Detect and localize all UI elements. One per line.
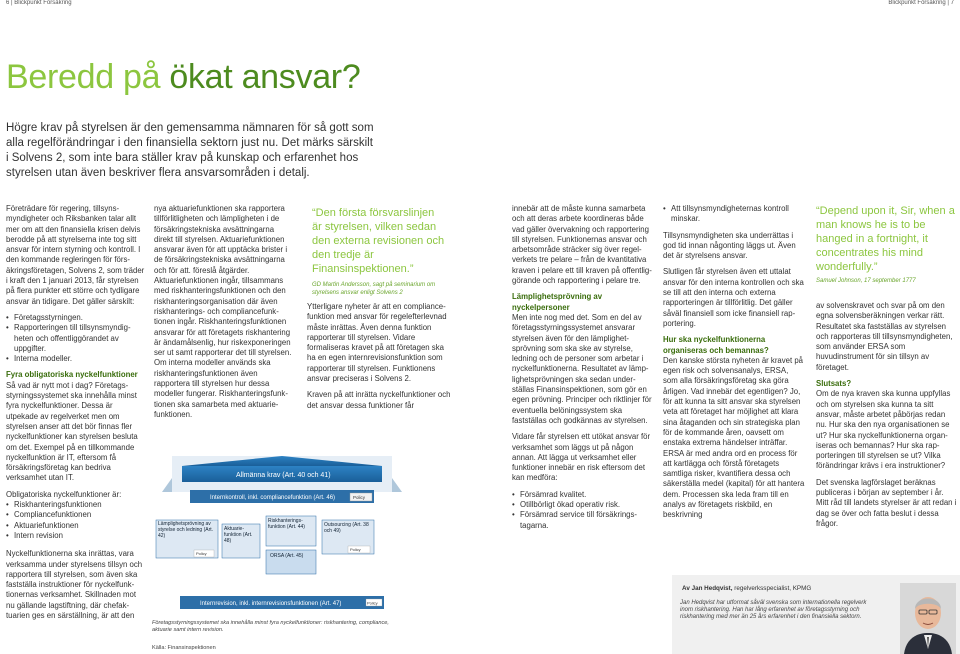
svg-text:Policy: Policy <box>367 600 378 606</box>
col1-heading: Fyra obligatoriska nyckelfunktioner <box>6 370 138 380</box>
author-bio: Jan Hedqvist har utformat såväl svenska som internationella regelverk inom riskhantering. Han har lång erfarenhet av företagsstyrning och riskhantering med mer än 25 års erfarenhet i den finansiella sektorn. <box>680 600 867 621</box>
col6-paragraph-2: Om de nya kraven ska kunna uppfyllas och om styrelsen ska kunna ta sitt ansvar, måste arbetet påbörjas redan nu. Hur ska den nya organisationen se ut? Hur ska nyckelfunktionerna organiseras och bemannas? Hur ska rapporteringen till styrelsen se ut? Vilka förändringar krävs i era instruktioner? <box>816 389 951 471</box>
list-item: • Försämrad service till försäkringstagarna. <box>519 510 654 531</box>
col6-heading: Slutsats? <box>816 379 852 389</box>
col3-paragraph-1: Ytterligare nyheter är att en compliancefunktion med ansvar för regelefterlevnad måste inrättas. Även denna funktion rapporterar till styrelsen. Vidare formaliseras kravet på att företagen ska ha en egen internrevisionsfunktion som rapporterar till styrelsen. Funktionens ansvar preciseras i Solvens 2. <box>307 302 447 384</box>
column-1 <box>6 204 145 627</box>
title-part-1: Beredd på <box>6 58 161 96</box>
col4-list-1 <box>512 490 654 531</box>
pull-quote-1 <box>312 206 447 297</box>
col4-paragraph-2: Men inte nog med det. Som en del av företagsstyrningssystemet ansvarar styrelsen även för den lämplighetsprövning som ska ske av styrelse, ledning och de personer som arbetar i nyckelfunktionerna. Resultatet av lämplighetsprövningen ska sedan underställas Finansinspektionen, som gör en egen prövning. Principer och riktlinjer för eventuella belöningssystem ska fastställas och godkännas av styrelsen. <box>512 312 652 425</box>
quote-source: GD Martin Andersson, sagt på seminarium om styrelsens ansvar enligt Solvens 2 <box>312 282 436 296</box>
column-3 <box>307 302 452 417</box>
col3-paragraph-2: Kraven på att inrätta nyckelfunktioner och det ansvar dessa funktioner får <box>307 390 451 410</box>
pull-quote-2 <box>816 204 956 286</box>
governance-diagram <box>152 450 412 620</box>
list-item: • Att tillsynsmyndigheternas kontroll minskar. <box>670 204 805 225</box>
page-title <box>6 58 360 97</box>
col5-paragraph-2: Slutligen får styrelsen även ett uttalat ansvar för den interna kontrollen och ska se till att den interna och externa rapporteringen är tillförlitlig. Det gäller såväl finansiell som icke finansiell rapportering. <box>663 267 804 328</box>
page-header-left: 6 | Blickpunkt Försäkring <box>6 0 72 6</box>
list-item: • Försämrad kvalitet. <box>519 490 654 500</box>
title-part-2: ökat ansvar? <box>169 58 361 96</box>
diagram-internal-audit-label: Internrevision, inkl. internrevisionsfunktionen (Art. 47) <box>200 601 342 607</box>
diagram-policy-label: Policy <box>353 495 366 500</box>
list-item: • Riskhanteringsfunktionen <box>13 500 145 510</box>
col5-paragraph-3: Den kanske största nyheten är kravet på egen risk och solvensanalys, ERSA, som alla försäkringsföretag ska göra årligen. Vad innebär det egentligen? Jo, för att kunna ta sitt ansvar ska styrelsen veta att företaget har möjlighet att klara sina åtaganden och sin strategiska plan för de kommande åren, oavsett om enstaka extrema händelser inträffar. ERSA är med andra ord en process för att kartlägga och förstå företagets samtliga risker, kvantifiera dessa och säkerställa medel (kapital) för att hantera dem. Processen ska leda fram till en analys av företagets riskbild, en beskrivning <box>663 355 805 520</box>
intro-paragraph: Högre krav på styrelsen är den gemensamma nämnaren för så gott som alla regelförändringar i den finansiella sektorn just nu. Det märks särskilt i Solvens 2, som inte bara ställer krav på kunskap och erfarenhet hos styrelsen utan även beskriver flera ansvarsområden i detalj. <box>6 122 374 179</box>
col1-paragraph-1: Företrädare för regering, tillsynsmyndigheter och Riksbanken talar allt mer om att den finansiella krisen delvis berodde på att styrelserna inte tog sitt ansvar för intern styrning och kontroll. I den kommande regleringen för försäkringsföretagen, Solvens 2, som träder i kraft den 1 januari 2013, får styrelsen på flera punkter ett större och tydligare ansvar än tidigare. Det gäller särskilt: <box>6 204 145 306</box>
col1-paragraph-3: Obligatoriska nyckelfunktioner är: <box>6 489 122 499</box>
list-item: • Interna modeller. <box>13 354 145 364</box>
list-item: • Rapporteringen till tillsynsmyndigheten och offentliggörandet av uppgifter. <box>13 323 145 354</box>
diagram-source: Källa: Finansinspektionen <box>152 645 216 651</box>
col1-paragraph-2: Så vad är nytt mot i dag? Företagsstyrningssystemet ska innehålla minst fyra nyckelfunktioner. Dessa är utpekade av regelverket men om styrelsen anser att det bör finnas fler nyckelfunktioner kan styrelsen besluta om det. Exempel på en tillkommande nyckelfunktion är IT, eftersom få försäkringsföretag kan bedriva verksamhet utan IT. <box>6 380 138 483</box>
column-2 <box>154 204 294 426</box>
author-photo <box>900 583 956 654</box>
author-role: regelverksspecialist, KPMG <box>732 585 812 592</box>
quote-source: Samuel Johnson, 17 september 1777 <box>816 278 916 284</box>
list-item: • Otillbörligt ökad operativ risk. <box>519 500 654 510</box>
column-4 <box>512 204 654 537</box>
svg-text:Policy: Policy <box>196 551 207 556</box>
svg-text:Policy: Policy <box>350 547 361 552</box>
col5-heading: Hur ska nyckelfunktionerna organiseras och bemannas? <box>663 335 769 355</box>
col2-paragraph-1: nya aktuariefunktionen ska rapportera tillförlitligheten och lämpligheten i de försäkringstekniska avsättningarna direkt till styrelsen. Aktuariefunktionen ansvarar även för att upptäcka brister i de försäkringstekniska avsättningarna och för att. föreslå åtgärder. Aktuariefunktionen ingår, tillsammans med riskhanteringsfunktionen och den riskhanteringsorganisation där även riskhanterings- och compliancefunktionen ingår. Riskhanteringsfunktionen ansvarar för att företagets riskhantering är ändamålsenlig, hur riskexponeringen ser ut samt rapporterar det till styrelsen. Om interna modeller används ska riskhanteringsfunktionen även rapportera till styrelsen hur dessa modeller fungerar. Riskhanteringsfunktionen ska samarbeta med aktuariefunktionen. <box>154 204 292 419</box>
col4-heading: Lämplighetsprövning av nyckelpersoner <box>512 292 603 312</box>
author-name: Av Jan Hedqvist, <box>682 585 733 592</box>
author-box <box>672 575 960 654</box>
diagram-caption: Företagsstyrningssystemet ska innehålla minst fyra nyckelfunktioner: riskhantering, compliance, aktuarie samt intern revision. <box>152 620 389 633</box>
quote-text: “Depend upon it, Sir, when a man knows he is to be hanged in a fortnight, it concentrates his mind wonderfully.” <box>816 205 955 273</box>
list-item: • Företagsstyrningen. <box>13 313 145 323</box>
column-5 <box>663 204 805 527</box>
diagram-internal-control-label: Internkontroll, inkl. compliancefunktion (Art. 46) <box>210 495 336 501</box>
list-item: • Intern revision <box>13 531 145 541</box>
diagram-top-label: Allmänna krav (Art. 40 och 41) <box>236 472 331 479</box>
column-6 <box>816 301 958 535</box>
col4-paragraph-1: innebär att de måste kunna samarbeta och att deras arbete koordineras både vad gäller övervakning och rapportering till styrelsen. Funktionernas ansvar och arbetsområde sträcker sig över regelverkets tre pelare – från de kvantitativa kraven i pelare ett till kraven på offentliggörande och rapportering i pelare tre. <box>512 204 652 286</box>
col1-list-2 <box>6 500 145 541</box>
diagram-graphic: Allmänna krav (Art. 40 och 41) Internkontroll, inkl. compliancefunktion (Art. 46) Policy Lämplighetsprövning av styrelse och ledning (Art. 42) Policy Aktuarie-funktion (Art. 48) Riskhanterings-funktion (Art. 44) ORSA (Art. 45) Outsourcing (Art. 38 och 49) Policy Internrevision, inkl. internrevisionsfunktionen (Art. 47) Policy <box>152 450 412 620</box>
col5-paragraph-1: Tillsynsmyndigheten ska underrättas i god tid innan någonting läggs ut. Även det är styrelsens ansvar. <box>663 230 796 261</box>
col4-paragraph-3: Vidare får styrelsen ett utökat ansvar för verksamhet som läggs ut på någon annan. Att lägga ut verksamhet eller funktioner innebär en risk eftersom det kan medföra: <box>512 432 651 483</box>
quote-text: “Den första försvarslinjen är styrelsen, vilken sedan den externa revisionen och den tredje är Finansinspektionen.” <box>312 207 445 275</box>
col5-list-1 <box>663 204 805 225</box>
author-byline <box>682 585 811 592</box>
list-item: • Aktuariefunktionen <box>13 521 145 531</box>
list-item: • Compliancefunktionen <box>13 510 145 520</box>
col6-paragraph-1: av solvenskravet och svar på om den egna solvensberäkningen verkar rätt. Resultatet ska fastställas av styrelsen och rapporteras till tillsynsmyndigheten, som använder ERSA som huvudinstrument för sin tillsyn av företaget. <box>816 301 953 372</box>
col1-list-1 <box>6 313 145 364</box>
page-header-right: Blickpunkt Försäkring | 7 <box>888 0 954 6</box>
col6-paragraph-3: Det svenska lagförslaget beräknas publiceras i början av september i år. Mitt råd till landets styrelser är att redan i dag se över och fatta beslut i dessa frågor. <box>816 477 957 528</box>
col1-paragraph-4: Nyckelfunktionerna ska inrättas, vara verksamma under styrelsens tillsyn och rapportera till styrelsen, som även ska fastställa instruktioner för nyckelfunktionernas verksamhet. Skillnaden mot nu gällande lagstiftning, där chefaktuarien ges en särställning, är att den <box>6 549 143 620</box>
